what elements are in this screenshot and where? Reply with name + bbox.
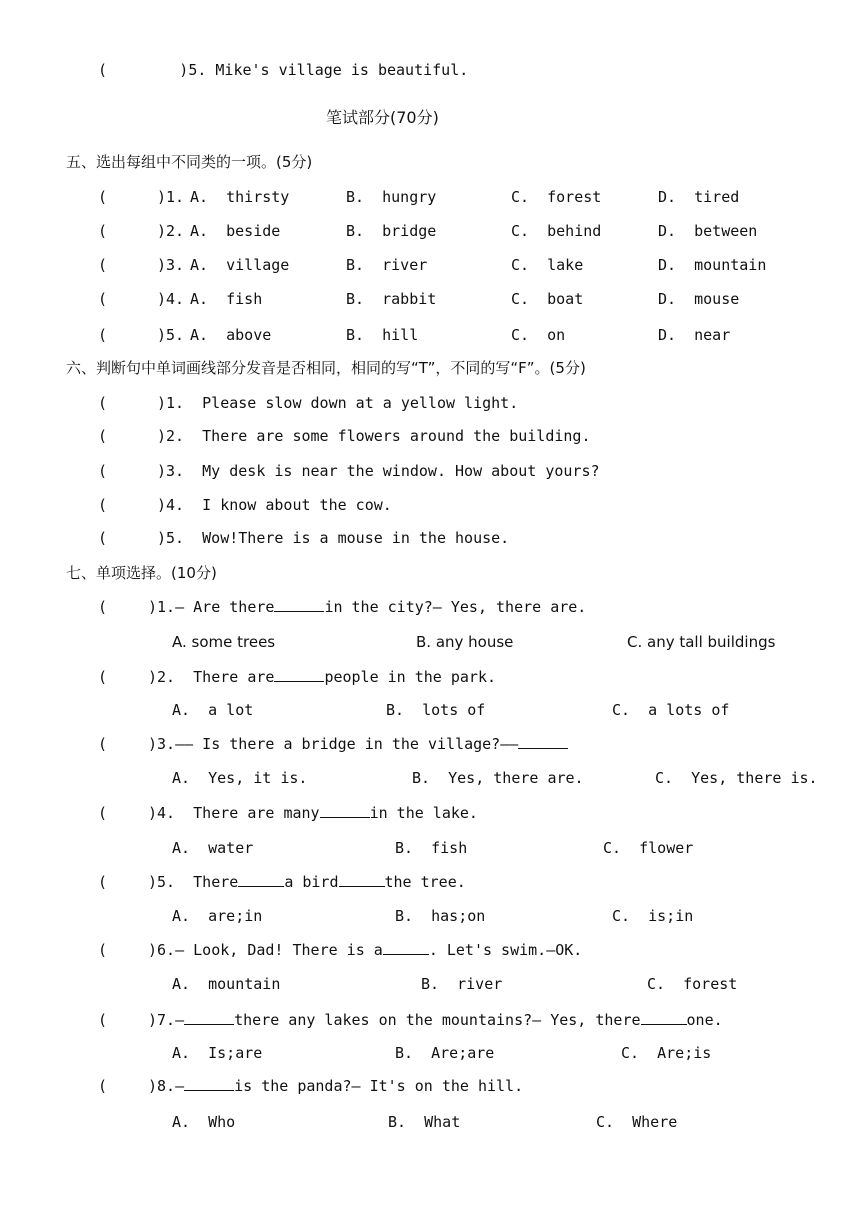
option-a: A. Yes, it is. [172, 769, 308, 787]
fill-blank [184, 1010, 234, 1025]
fill-blank [274, 667, 324, 682]
answer-paren: ( [98, 1077, 108, 1095]
option-d: D. near [658, 326, 731, 344]
option-c: C. on [511, 326, 566, 344]
answer-paren: ( [98, 256, 108, 274]
option-b: B. river [346, 256, 428, 274]
answer-paren: ( [98, 427, 108, 445]
fill-blank [184, 1076, 234, 1091]
question-text: )7.— there any lakes on the mountains?— Yes, there one. [148, 1011, 723, 1029]
question-number: )5. [157, 326, 185, 344]
section-6-heading: 六、判断句中单词画线部分发音是否相同，相同的写“T”，不同的写“F”。(5分) [66, 359, 586, 377]
question-text: )2. There are some flowers around the building. [157, 427, 591, 445]
fill-blank [238, 872, 284, 887]
option-a: A. fish [190, 290, 263, 308]
option-a: A. Who [172, 1113, 236, 1131]
answer-paren: ( [98, 735, 108, 753]
fill-blank [320, 803, 370, 818]
fill-blank [518, 734, 568, 749]
option-b: B. any house [416, 633, 514, 651]
option-a: A. some trees [172, 633, 276, 651]
option-c: C. Are;is [621, 1044, 712, 1062]
option-b: B. What [388, 1113, 461, 1131]
option-c: C. a lots of [612, 701, 730, 719]
question-number: )1. [157, 188, 185, 206]
question-text: )2. There are people in the park. [148, 668, 497, 686]
answer-paren: ( [98, 941, 108, 959]
option-c: C. boat [511, 290, 584, 308]
fill-blank [274, 597, 324, 612]
option-b: B. river [421, 975, 503, 993]
answer-paren: ( [98, 394, 108, 412]
answer-paren: ( [98, 668, 108, 686]
question-number: )2. [157, 222, 185, 240]
option-b: B. bridge [346, 222, 437, 240]
option-a: A. village [190, 256, 290, 274]
written-section-title: 笔试部分(70分) [326, 108, 439, 127]
question-text: 5. Mike's village is beautiful. [188, 61, 469, 79]
option-c: C. flower [603, 839, 694, 857]
question-text: )4. There are many in the lake. [148, 804, 478, 822]
answer-paren: ( [98, 222, 108, 240]
question-number: )3. [157, 256, 185, 274]
question-text: )1. Please slow down at a yellow light. [157, 394, 519, 412]
option-c: C. any tall buildings [627, 633, 776, 651]
option-b: B. Yes, there are. [412, 769, 584, 787]
question-text: )1.— Are there in the city?— Yes, there are. [148, 598, 587, 616]
option-c: C. is;in [612, 907, 694, 925]
option-b: B. lots of [386, 701, 486, 719]
option-b: B. hill [346, 326, 419, 344]
answer-paren: ( ) [98, 61, 189, 79]
question-text: )6.— Look, Dad! There is a . Let's swim.—OK. [148, 941, 583, 959]
option-c: C. behind [511, 222, 602, 240]
option-d: D. mouse [658, 290, 740, 308]
question-text: )4. I know about the cow. [157, 496, 392, 514]
fill-blank [641, 1010, 687, 1025]
option-c: C. Yes, there is. [655, 769, 818, 787]
question-text: )3. My desk is near the window. How about yours? [157, 462, 600, 480]
answer-paren: ( [98, 326, 108, 344]
answer-paren: ( [98, 496, 108, 514]
answer-paren: ( [98, 804, 108, 822]
option-d: D. between [658, 222, 758, 240]
option-a: A. beside [190, 222, 281, 240]
option-c: C. forest [647, 975, 738, 993]
section-5-heading: 五、选出每组中不同类的一项。(5分) [66, 153, 313, 171]
question-text: )5. Wow!There is a mouse in the house. [157, 529, 510, 547]
question-number: )4. [157, 290, 185, 308]
option-b: B. Are;are [395, 1044, 495, 1062]
option-a: A. Is;are [172, 1044, 263, 1062]
answer-paren: ( [98, 188, 108, 206]
fill-blank [383, 940, 429, 955]
option-b: B. rabbit [346, 290, 437, 308]
option-b: B. has;on [395, 907, 486, 925]
option-c: C. lake [511, 256, 584, 274]
option-a: A. thirsty [190, 188, 290, 206]
option-a: A. are;in [172, 907, 263, 925]
fill-blank [339, 872, 385, 887]
option-b: B. hungry [346, 188, 437, 206]
option-d: D. mountain [658, 256, 767, 274]
option-a: A. above [190, 326, 272, 344]
option-d: D. tired [658, 188, 740, 206]
question-text: )8.— is the panda?— It's on the hill. [148, 1077, 524, 1095]
option-c: C. forest [511, 188, 602, 206]
option-a: A. water [172, 839, 254, 857]
question-text: )5. There a bird the tree. [148, 873, 466, 891]
section-7-heading: 七、单项选择。(10分) [66, 564, 217, 582]
answer-paren: ( [98, 873, 108, 891]
answer-paren: ( [98, 598, 108, 616]
answer-paren: ( [98, 529, 108, 547]
option-b: B. fish [395, 839, 468, 857]
option-a: A. mountain [172, 975, 281, 993]
answer-paren: ( [98, 462, 108, 480]
question-text: )3.—— Is there a bridge in the village?—— [148, 734, 568, 754]
answer-paren: ( [98, 290, 108, 308]
question-5-listening [98, 60, 468, 80]
answer-paren: ( [98, 1011, 108, 1029]
option-c: C. Where [596, 1113, 678, 1131]
option-a: A. a lot [172, 701, 254, 719]
